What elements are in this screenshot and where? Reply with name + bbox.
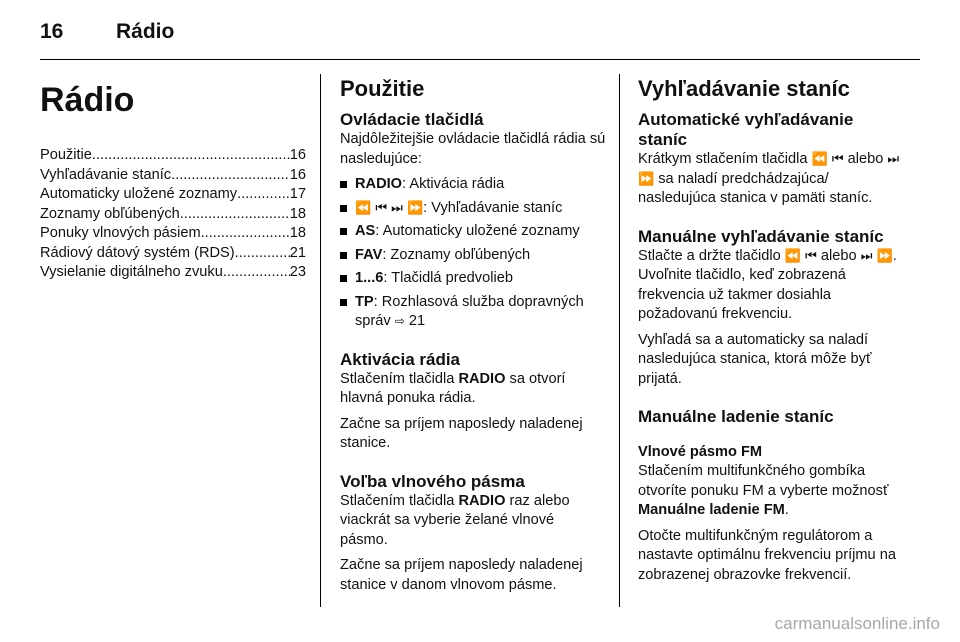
subsection-title-auto-search: Automatické vyhľadávanie staníc bbox=[638, 110, 854, 149]
toc-leader bbox=[171, 166, 290, 186]
section-title-usage: Použitie bbox=[340, 76, 425, 101]
toc-leader bbox=[235, 244, 290, 264]
control-key: 1...6 bbox=[355, 270, 384, 286]
table-of-contents bbox=[40, 146, 306, 283]
toc-entry-page: 23 bbox=[289, 264, 306, 280]
control-desc: : Automaticky uložené zoznamy bbox=[375, 223, 580, 239]
activation-paragraph: Stlačením tlačidla RADIO sa otvorí hlavná ponuka rádia. bbox=[340, 370, 566, 406]
column-divider-1 bbox=[320, 74, 321, 607]
toc-entry[interactable] bbox=[40, 244, 306, 264]
watermark: carmanualsonline.info bbox=[774, 614, 940, 633]
running-title: Rádio bbox=[116, 20, 175, 43]
toc-entry-label: Zoznamy obľúbených bbox=[40, 205, 180, 222]
seek-back-icon: ⏪ ⏮ bbox=[811, 152, 844, 167]
activation-paragraph-2: Začne sa príjem naposledy naladenej stanice. bbox=[340, 415, 583, 451]
toc-entry-page: 16 bbox=[289, 147, 306, 163]
control-key: FAV bbox=[355, 246, 383, 263]
subsection-title-manual-search: Manuálne vyhľadávanie staníc bbox=[638, 226, 884, 246]
toc-entry[interactable] bbox=[40, 146, 306, 166]
controls-intro: Najdôležitejšie ovládacie tlačidlá rádia sú nasledujúce: bbox=[340, 131, 606, 167]
seek-buttons-icon: ⏪ ⏮ ⏭ ⏩ bbox=[355, 200, 424, 216]
band-paragraph-2: Začne sa príjem naposledy naladenej stanice v danom vlnovom pásme. bbox=[340, 557, 583, 593]
toc-entry[interactable] bbox=[40, 185, 306, 205]
bullet-square-icon bbox=[340, 252, 347, 259]
list-item bbox=[340, 222, 606, 242]
bullet-square-icon bbox=[340, 299, 347, 306]
toc-entry-page: 17 bbox=[289, 186, 306, 202]
list-item bbox=[340, 199, 606, 219]
toc-entry-label: Použitie bbox=[40, 147, 92, 163]
list-item bbox=[340, 269, 606, 289]
search-column bbox=[638, 68, 904, 591]
toc-column bbox=[40, 68, 306, 283]
manual-search-paragraph-2: Vyhľadá sa a automaticky sa naladí nasledujúca stanica, ktorá môže byť prijatá. bbox=[638, 331, 872, 387]
controls-list bbox=[340, 175, 606, 332]
manual-tuning-paragraph: Stlačením multifunkčného gombíka otvoríte ponuku FM a vyberte možnosť Manuálne ladenie FM. bbox=[638, 463, 889, 518]
toc-leader bbox=[237, 185, 290, 205]
bullet-square-icon bbox=[340, 181, 347, 188]
seek-forward-icon: ⏭ ⏩ bbox=[638, 152, 900, 187]
radio-key: RADIO bbox=[458, 370, 506, 387]
subsection-title-controls: Ovládacie tlačidlá bbox=[340, 110, 484, 129]
control-key: TP bbox=[355, 293, 374, 310]
control-key: AS bbox=[355, 223, 376, 239]
toc-entry-page: 18 bbox=[289, 225, 306, 241]
control-desc: : Rozhlasová služba dopravných správ bbox=[355, 293, 584, 329]
control-desc: : Vyhľadávanie staníc bbox=[423, 199, 563, 216]
header-rule bbox=[40, 59, 920, 60]
toc-entry-label: Vysielanie digitálneho zvuku bbox=[40, 264, 223, 280]
toc-entry-page: 21 bbox=[289, 244, 306, 261]
subsection-title-band: Voľba vlnového pásma bbox=[340, 471, 525, 491]
list-item bbox=[340, 246, 606, 266]
page-reference-arrow-icon[interactable]: ⇨ bbox=[394, 314, 405, 328]
column-divider-2 bbox=[619, 74, 620, 607]
seek-forward-icon: ⏭ ⏩ bbox=[860, 248, 893, 264]
toc-entry-page: 16 bbox=[289, 166, 306, 183]
page-number: 16 bbox=[40, 20, 64, 43]
manual-tuning-paragraph-2: Otočte multifunkčným regulátorom a nastavte optimálnu frekvenciu príjmu na zobrazenej obrazovke frekvencií. bbox=[638, 527, 896, 583]
fm-band-heading: Vlnové pásmo FM bbox=[638, 444, 763, 460]
toc-entry[interactable] bbox=[40, 205, 306, 225]
toc-entry-label: Rádiový dátový systém (RDS) bbox=[40, 244, 235, 261]
chapter-title: Rádio bbox=[40, 81, 135, 119]
list-item bbox=[340, 175, 606, 195]
toc-entry-page: 18 bbox=[289, 205, 306, 222]
page-reference-number[interactable]: 21 bbox=[408, 313, 426, 329]
seek-back-icon: ⏪ ⏮ bbox=[784, 248, 817, 264]
toc-leader bbox=[92, 146, 290, 166]
control-desc: : Tlačidlá predvolieb bbox=[383, 270, 513, 286]
menu-option-label: Manuálne ladenie FM bbox=[638, 502, 785, 518]
toc-entry[interactable] bbox=[40, 224, 306, 244]
toc-leader bbox=[201, 224, 290, 244]
control-desc: : Aktivácia rádia bbox=[402, 176, 505, 192]
control-key: RADIO bbox=[355, 176, 403, 192]
auto-search-paragraph: Krátkym stlačením tlačidla ⏪ ⏮ alebo ⏭ ⏩ sa naladí predchádzajúca/ nasledujúca stanica v pamäti staníc. bbox=[638, 151, 900, 206]
bullet-square-icon bbox=[340, 228, 347, 235]
toc-entry-label: Automaticky uložené zoznamy bbox=[40, 186, 238, 202]
section-title-search: Vyhľadávanie staníc bbox=[638, 76, 850, 101]
subsection-title-manual-tuning: Manuálne ladenie staníc bbox=[638, 407, 834, 426]
band-paragraph: Stlačením tlačidla RADIO raz alebo viackrát sa vyberie želané vlnové pásmo. bbox=[340, 492, 570, 548]
manual-search-paragraph: Stlačte a držte tlačidlo ⏪ ⏮ alebo ⏭ ⏩. Uvoľnite tlačidlo, keď zobrazená frekvencia už takmer dosiahla požadovanú frekvenciu. bbox=[638, 247, 897, 322]
toc-entry[interactable] bbox=[40, 263, 306, 283]
radio-key: RADIO bbox=[458, 492, 506, 509]
toc-leader bbox=[180, 205, 290, 225]
subsection-title-activation: Aktivácia rádia bbox=[340, 349, 461, 369]
toc-entry-label: Vyhľadávanie staníc bbox=[40, 166, 172, 183]
toc-entry[interactable] bbox=[40, 166, 306, 186]
usage-column bbox=[340, 68, 606, 601]
toc-entry-label: Ponuky vlnových pásiem bbox=[40, 225, 201, 241]
bullet-square-icon bbox=[340, 205, 347, 212]
list-item bbox=[340, 293, 606, 332]
control-desc: : Zoznamy obľúbených bbox=[382, 246, 531, 263]
toc-leader bbox=[223, 263, 290, 283]
bullet-square-icon bbox=[340, 275, 347, 282]
